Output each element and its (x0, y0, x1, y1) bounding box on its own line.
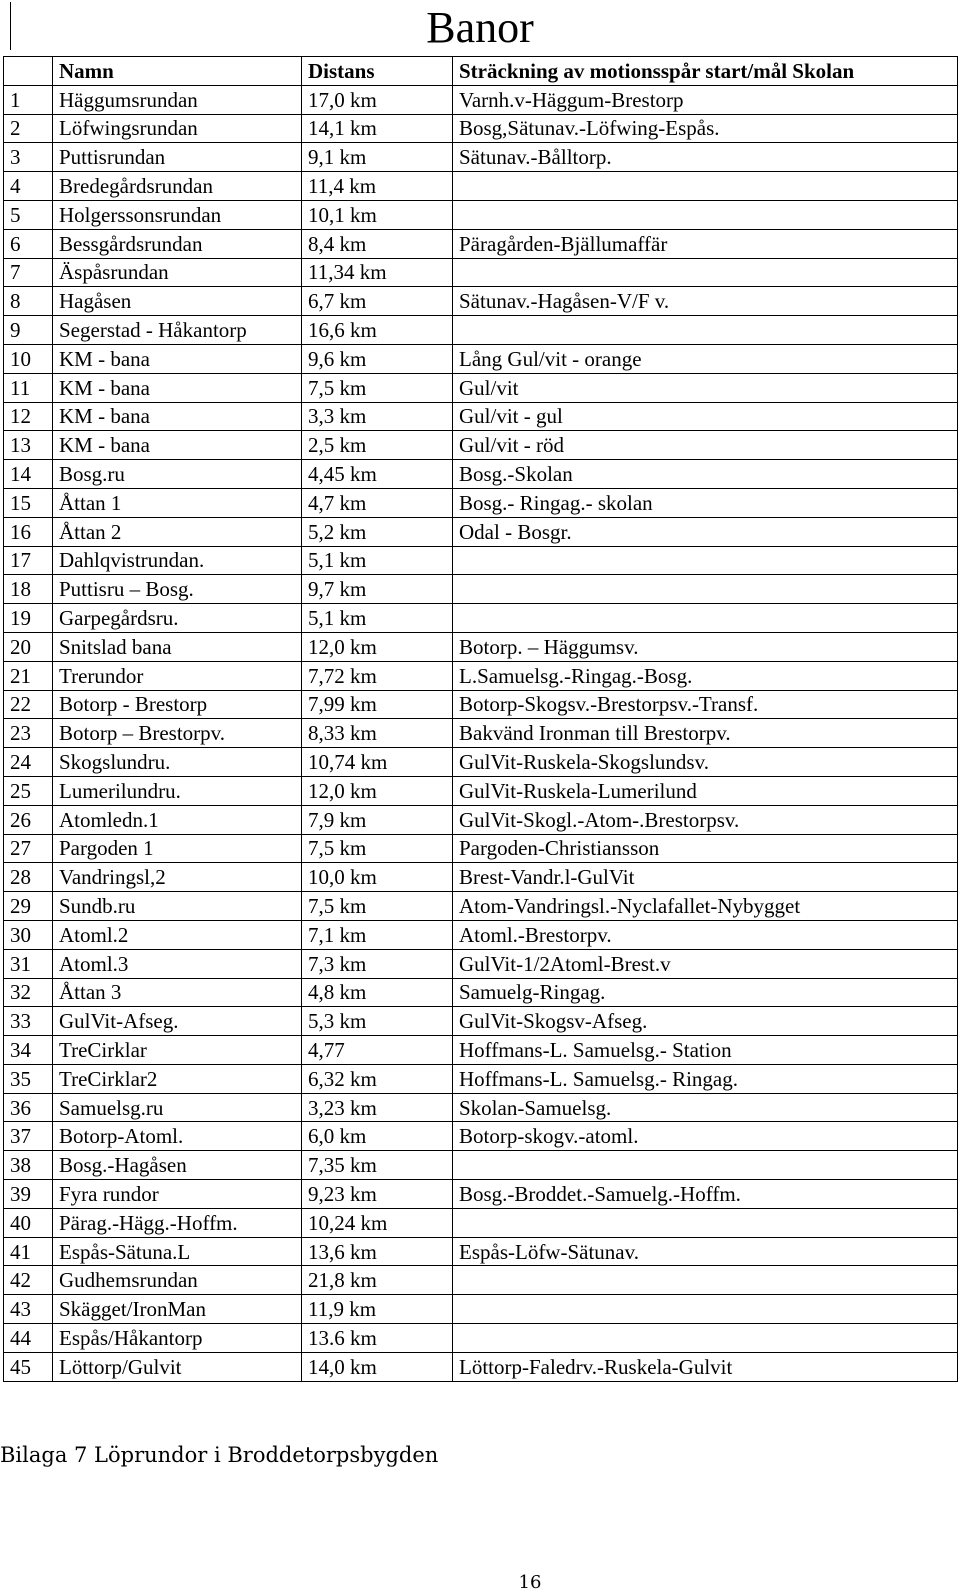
run-name: Sundb.ru (53, 892, 302, 921)
run-route: Brest-Vandr.l-GulVit (453, 863, 958, 892)
run-name: Trerundor (53, 661, 302, 690)
table-row (4, 978, 958, 1007)
run-route: Varnh.v-Häggum-Brestorp (453, 85, 958, 114)
run-name: Atoml.3 (53, 949, 302, 978)
table-row (4, 1064, 958, 1093)
run-distance: 7,9 km (302, 805, 453, 834)
run-name: GulVit-Afseg. (53, 1007, 302, 1036)
run-route (453, 200, 958, 229)
row-number: 35 (4, 1064, 53, 1093)
row-number: 9 (4, 316, 53, 345)
row-number: 40 (4, 1208, 53, 1237)
run-name: Gudhemsrundan (53, 1266, 302, 1295)
row-number: 30 (4, 920, 53, 949)
table-row (4, 834, 958, 863)
header-distance: Distans (302, 57, 453, 86)
run-distance: 7,3 km (302, 949, 453, 978)
run-distance: 3,23 km (302, 1093, 453, 1122)
caption: Bilaga 7 Löprundor i Broddetorpsbygden (0, 1443, 439, 1467)
table-row (4, 690, 958, 719)
run-route: Odal - Bosgr. (453, 517, 958, 546)
run-distance: 7,5 km (302, 373, 453, 402)
table-row (4, 1122, 958, 1151)
run-route: Hoffmans-L. Samuelsg.- Ringag. (453, 1064, 958, 1093)
run-route: Bosg.-Broddet.-Samuelg.-Hoffm. (453, 1180, 958, 1209)
run-distance: 5,2 km (302, 517, 453, 546)
run-route: Gul/vit - gul (453, 402, 958, 431)
table-row (4, 892, 958, 921)
run-distance: 11,4 km (302, 172, 453, 201)
run-distance: 9,7 km (302, 575, 453, 604)
row-number: 28 (4, 863, 53, 892)
run-route (453, 604, 958, 633)
table-row (4, 776, 958, 805)
row-number: 26 (4, 805, 53, 834)
run-route: Botorp-skogv.-atoml. (453, 1122, 958, 1151)
row-number: 1 (4, 85, 53, 114)
run-name: Espås-Sätuna.L (53, 1237, 302, 1266)
run-name: Dahlqvistrundan. (53, 546, 302, 575)
run-distance: 6,32 km (302, 1064, 453, 1093)
run-distance: 5,3 km (302, 1007, 453, 1036)
row-number: 4 (4, 172, 53, 201)
row-number: 5 (4, 200, 53, 229)
run-route (453, 316, 958, 345)
row-number: 17 (4, 546, 53, 575)
run-distance: 6,0 km (302, 1122, 453, 1151)
table-row (4, 1208, 958, 1237)
run-distance: 7,72 km (302, 661, 453, 690)
run-name: Äspåsrundan (53, 258, 302, 287)
row-number: 11 (4, 373, 53, 402)
run-name: Bessgårdsrundan (53, 229, 302, 258)
run-name: Atoml.2 (53, 920, 302, 949)
row-number: 24 (4, 748, 53, 777)
run-distance: 11,9 km (302, 1295, 453, 1324)
run-distance: 5,1 km (302, 546, 453, 575)
page-title: Banor (426, 3, 534, 52)
run-distance: 14,1 km (302, 114, 453, 143)
run-route (453, 172, 958, 201)
row-number: 20 (4, 632, 53, 661)
run-name: Atomledn.1 (53, 805, 302, 834)
run-distance: 7,99 km (302, 690, 453, 719)
table-row (4, 431, 958, 460)
row-number: 6 (4, 229, 53, 258)
run-name: Botorp-Atoml. (53, 1122, 302, 1151)
run-route: Pargoden-Christiansson (453, 834, 958, 863)
run-route: Sätunav.-Hagåsen-V/F v. (453, 287, 958, 316)
run-name: Bosg.ru (53, 460, 302, 489)
row-number: 18 (4, 575, 53, 604)
run-distance: 2,5 km (302, 431, 453, 460)
run-distance: 12,0 km (302, 776, 453, 805)
run-distance: 16,6 km (302, 316, 453, 345)
run-name: Hagåsen (53, 287, 302, 316)
row-number: 21 (4, 661, 53, 690)
run-name: TreCirklar2 (53, 1064, 302, 1093)
run-distance: 7,5 km (302, 892, 453, 921)
run-name: Botorp - Brestorp (53, 690, 302, 719)
row-number: 43 (4, 1295, 53, 1324)
run-route: Bosg,Sätunav.-Löfwing-Espås. (453, 114, 958, 143)
run-distance: 7,5 km (302, 834, 453, 863)
table-row (4, 632, 958, 661)
table-row (4, 1324, 958, 1353)
run-route: Bakvänd Ironman till Brestorpv. (453, 719, 958, 748)
run-distance: 5,1 km (302, 604, 453, 633)
row-number: 36 (4, 1093, 53, 1122)
table-row (4, 604, 958, 633)
run-name: Löfwingsrundan (53, 114, 302, 143)
row-number: 38 (4, 1151, 53, 1180)
table-row (4, 114, 958, 143)
table-row (4, 1151, 958, 1180)
run-name: Botorp – Brestorpv. (53, 719, 302, 748)
row-number: 44 (4, 1324, 53, 1353)
row-number: 32 (4, 978, 53, 1007)
run-route: Samuelg-Ringag. (453, 978, 958, 1007)
run-route (453, 1324, 958, 1353)
run-route: Gul/vit - röd (453, 431, 958, 460)
run-name: Skogslundru. (53, 748, 302, 777)
run-distance: 10,1 km (302, 200, 453, 229)
run-distance: 4,77 (302, 1036, 453, 1065)
run-route: Hoffmans-L. Samuelsg.- Station (453, 1036, 958, 1065)
table-row (4, 373, 958, 402)
run-distance: 6,7 km (302, 287, 453, 316)
table-row (4, 85, 958, 114)
table-row (4, 200, 958, 229)
run-name: Skägget/IronMan (53, 1295, 302, 1324)
table-row (4, 920, 958, 949)
run-name: Bredegårdsrundan (53, 172, 302, 201)
run-distance: 21,8 km (302, 1266, 453, 1295)
row-number: 37 (4, 1122, 53, 1151)
row-number: 41 (4, 1237, 53, 1266)
run-distance: 13,6 km (302, 1237, 453, 1266)
table-row (4, 488, 958, 517)
run-name: Lumerilundru. (53, 776, 302, 805)
table-row (4, 949, 958, 978)
run-route (453, 1295, 958, 1324)
table-row (4, 316, 958, 345)
run-name: Puttisru – Bosg. (53, 575, 302, 604)
run-name: Samuelsg.ru (53, 1093, 302, 1122)
row-number: 34 (4, 1036, 53, 1065)
table-row (4, 258, 958, 287)
run-route: Skolan-Samuelsg. (453, 1093, 958, 1122)
run-name: Åttan 2 (53, 517, 302, 546)
run-distance: 11,34 km (302, 258, 453, 287)
row-number: 14 (4, 460, 53, 489)
run-route: Espås-Löfw-Sätunav. (453, 1237, 958, 1266)
run-name: Vandringsl,2 (53, 863, 302, 892)
run-name: TreCirklar (53, 1036, 302, 1065)
page-number: 16 (518, 1572, 542, 1593)
run-distance: 4,7 km (302, 488, 453, 517)
run-name: Holgerssonsrundan (53, 200, 302, 229)
run-route: Botorp. – Häggumsv. (453, 632, 958, 661)
table-row (4, 1295, 958, 1324)
run-distance: 9,23 km (302, 1180, 453, 1209)
run-name: Segerstad - Håkantorp (53, 316, 302, 345)
run-route: Botorp-Skogsv.-Brestorpsv.-Transf. (453, 690, 958, 719)
table-row (4, 287, 958, 316)
table-row (4, 460, 958, 489)
run-name: Åttan 1 (53, 488, 302, 517)
table-row (4, 863, 958, 892)
table-row (4, 1093, 958, 1122)
run-distance: 12,0 km (302, 632, 453, 661)
table-row (4, 805, 958, 834)
run-route: Päragården-Bjällumaffär (453, 229, 958, 258)
row-number: 13 (4, 431, 53, 460)
run-distance: 4,45 km (302, 460, 453, 489)
row-number: 22 (4, 690, 53, 719)
run-distance: 7,1 km (302, 920, 453, 949)
run-route: Lång Gul/vit - orange (453, 344, 958, 373)
row-number: 25 (4, 776, 53, 805)
table-row (4, 402, 958, 431)
header-num (4, 57, 53, 86)
table-row (4, 1237, 958, 1266)
run-distance: 10,74 km (302, 748, 453, 777)
row-number: 16 (4, 517, 53, 546)
run-route (453, 1208, 958, 1237)
run-route: Löttorp-Faledrv.-Ruskela-Gulvit (453, 1352, 958, 1381)
run-distance: 9,1 km (302, 143, 453, 172)
row-number: 45 (4, 1352, 53, 1381)
table-row (4, 517, 958, 546)
run-name: Pärag.-Hägg.-Hoffm. (53, 1208, 302, 1237)
run-route: Bosg.- Ringag.- skolan (453, 488, 958, 517)
run-distance: 10,24 km (302, 1208, 453, 1237)
run-route: GulVit-Ruskela-Lumerilund (453, 776, 958, 805)
table-row (4, 546, 958, 575)
row-number: 31 (4, 949, 53, 978)
table-row (4, 748, 958, 777)
table-row (4, 719, 958, 748)
run-route (453, 1151, 958, 1180)
run-route: GulVit-Ruskela-Skogslundsv. (453, 748, 958, 777)
table-row (4, 172, 958, 201)
run-route: Sätunav.-Bålltorp. (453, 143, 958, 172)
table-row (4, 143, 958, 172)
run-name: KM - bana (53, 431, 302, 460)
run-route: Gul/vit (453, 373, 958, 402)
row-number: 33 (4, 1007, 53, 1036)
table-header-row (4, 57, 958, 86)
run-route: Atoml.-Brestorpv. (453, 920, 958, 949)
run-route: L.Samuelsg.-Ringag.-Bosg. (453, 661, 958, 690)
run-name: KM - bana (53, 402, 302, 431)
run-route (453, 575, 958, 604)
run-name: KM - bana (53, 344, 302, 373)
run-name: KM - bana (53, 373, 302, 402)
runs-table (3, 56, 958, 1382)
run-route: Atom-Vandringsl.-Nyclafallet-Nybygget (453, 892, 958, 921)
run-distance: 7,35 km (302, 1151, 453, 1180)
run-route (453, 546, 958, 575)
row-number: 8 (4, 287, 53, 316)
row-number: 15 (4, 488, 53, 517)
table-row (4, 575, 958, 604)
run-route (453, 1266, 958, 1295)
run-route: Bosg.-Skolan (453, 460, 958, 489)
run-distance: 14,0 km (302, 1352, 453, 1381)
run-route: GulVit-Skogsv-Afseg. (453, 1007, 958, 1036)
run-distance: 8,33 km (302, 719, 453, 748)
row-number: 2 (4, 114, 53, 143)
table-body (4, 85, 958, 1381)
run-route: GulVit-1/2Atoml-Brest.v (453, 949, 958, 978)
run-distance: 4,8 km (302, 978, 453, 1007)
row-number: 10 (4, 344, 53, 373)
run-name: Löttorp/Gulvit (53, 1352, 302, 1381)
table-row (4, 229, 958, 258)
run-name: Bosg.-Hagåsen (53, 1151, 302, 1180)
run-name: Fyra rundor (53, 1180, 302, 1209)
run-distance: 13.6 km (302, 1324, 453, 1353)
run-distance: 8,4 km (302, 229, 453, 258)
run-name: Häggumsrundan (53, 85, 302, 114)
row-number: 39 (4, 1180, 53, 1209)
header-name: Namn (53, 57, 302, 86)
run-distance: 9,6 km (302, 344, 453, 373)
run-name: Pargoden 1 (53, 834, 302, 863)
run-distance: 10,0 km (302, 863, 453, 892)
row-number: 7 (4, 258, 53, 287)
run-name: Espås/Håkantorp (53, 1324, 302, 1353)
table-row (4, 344, 958, 373)
run-name: Åttan 3 (53, 978, 302, 1007)
run-distance: 3,3 km (302, 402, 453, 431)
header-route: Sträckning av motionsspår start/mål Skolan (453, 57, 958, 86)
table-row (4, 1352, 958, 1381)
run-name: Garpegårdsru. (53, 604, 302, 633)
run-name: Puttisrundan (53, 143, 302, 172)
table-row (4, 661, 958, 690)
row-number: 3 (4, 143, 53, 172)
table-row (4, 1180, 958, 1209)
row-number: 27 (4, 834, 53, 863)
run-route: GulVit-Skogl.-Atom-.Brestorpsv. (453, 805, 958, 834)
table-row (4, 1007, 958, 1036)
run-name: Snitslad bana (53, 632, 302, 661)
row-number: 23 (4, 719, 53, 748)
run-route (453, 258, 958, 287)
row-number: 19 (4, 604, 53, 633)
row-number: 12 (4, 402, 53, 431)
row-number: 29 (4, 892, 53, 921)
run-distance: 17,0 km (302, 85, 453, 114)
table-row (4, 1266, 958, 1295)
row-number: 42 (4, 1266, 53, 1295)
table-row (4, 1036, 958, 1065)
